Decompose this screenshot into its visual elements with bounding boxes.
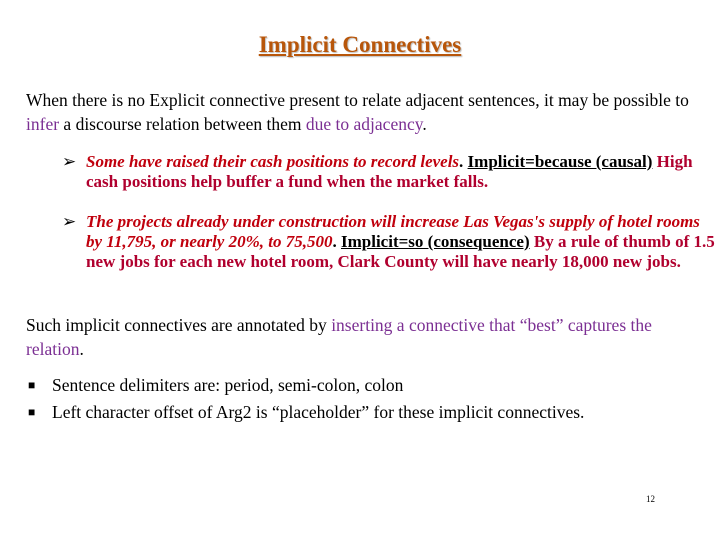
list-item [28, 399, 708, 426]
example-2-arg2: By a rule of thumb of 1.5 new jobs for each new hotel room, Clark County will have nearly 18,000 new jobs. [86, 232, 715, 271]
arrow-bullet-icon: ➢ [62, 152, 77, 171]
example-1-arg2: High cash positions help buffer a fund when the market falls. [86, 152, 693, 191]
intro-text-2: a discourse relation between them [59, 114, 306, 134]
example-2-implicit-label: Implicit=so (consequence) [341, 232, 530, 251]
example-1-arg1: Some have raised their cash positions to record levels [86, 152, 460, 171]
square-bullet-icon: ■ [28, 378, 36, 392]
list-item-text: Sentence delimiters are: period, semi-colon, colon [52, 375, 404, 395]
summary-text-2: . [79, 339, 84, 359]
intro-text-3: . [422, 114, 427, 134]
square-bullet-icon: ■ [28, 405, 36, 419]
example-1-implicit-label: Implicit=because (causal) [467, 152, 653, 171]
arrow-bullet-icon: ➢ [62, 212, 77, 231]
intro-infer: infer [26, 114, 60, 134]
delimiter-list [28, 372, 708, 426]
example-1 [62, 152, 716, 192]
summary-text-1: Such implicit connectives are annotated by [26, 315, 332, 335]
example-2 [62, 212, 716, 272]
intro-paragraph [26, 88, 706, 136]
page-number: 12 [646, 494, 655, 504]
list-item-text: Left character offset of Arg2 is “placeholder” for these implicit connectives. [52, 402, 585, 422]
intro-text-1: When there is no Explicit connective present to relate adjacent sentences, it may be possible to [26, 90, 689, 110]
list-item [28, 372, 708, 399]
example-1-separator: . [459, 152, 468, 171]
example-2-separator: . [332, 232, 341, 251]
example-2-arg1: The projects already under construction will increase Las Vegas's supply of hotel rooms by 11,795, or nearly 20%, to 75,500 [86, 212, 700, 251]
summary-highlight: inserting a connective that “best” captures the relation [26, 315, 652, 359]
slide-title: Implicit Connectives [258, 32, 462, 57]
summary-paragraph [26, 313, 686, 361]
intro-adjacency: due to adjacency [305, 114, 423, 134]
